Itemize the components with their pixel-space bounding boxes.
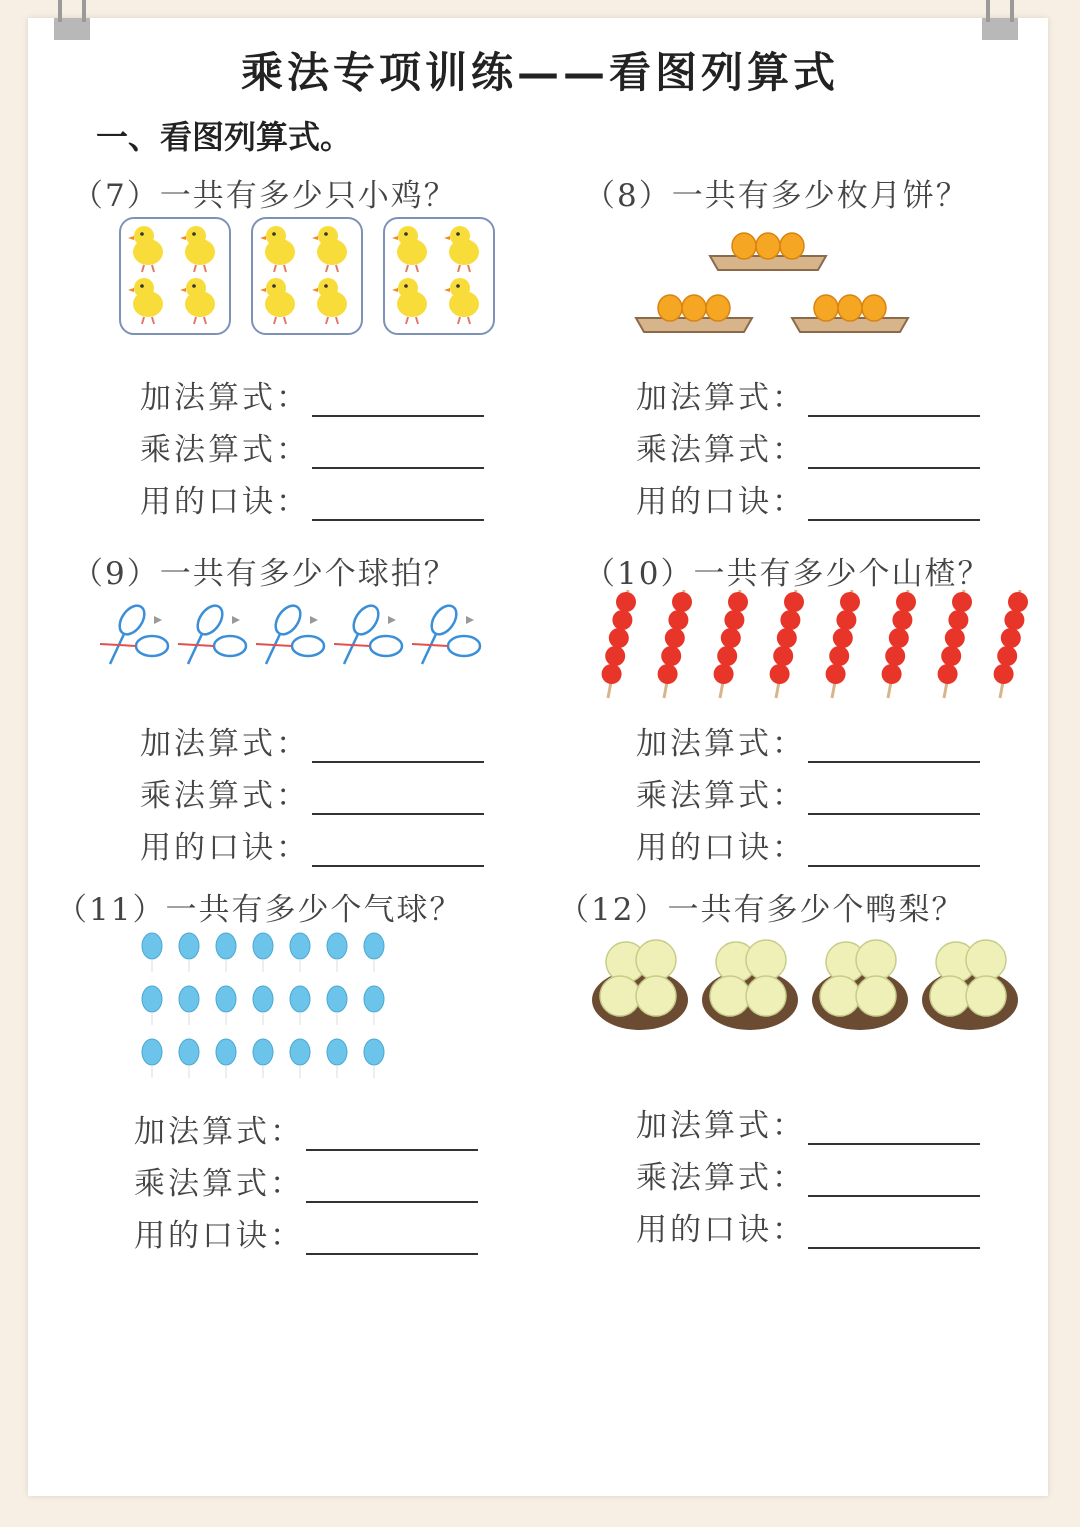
binder-clip-left-icon — [52, 0, 92, 40]
mooncake-plate — [792, 295, 908, 332]
question-8 — [584, 170, 969, 215]
hawthorn-icon — [941, 646, 961, 666]
hawthorn-icon — [945, 628, 965, 648]
pear-icon — [930, 976, 970, 1016]
q7-multiplication-blank[interactable] — [312, 431, 484, 469]
question-number: （9） — [72, 556, 160, 592]
question-9 — [72, 548, 457, 593]
pear-icon — [746, 976, 786, 1016]
racket-icon — [292, 636, 324, 656]
hawthorn-icon — [668, 610, 688, 630]
hawthorn-icon — [784, 592, 804, 612]
hawthorn-stick — [602, 590, 636, 698]
q10-rhyme-blank[interactable] — [808, 829, 980, 867]
hawthorn-icon — [948, 610, 968, 630]
hawthorn-icon — [840, 592, 860, 612]
hawthorn-icon — [658, 664, 678, 684]
balloon-icon — [142, 986, 162, 1012]
hawthorn-icon — [780, 610, 800, 630]
racket-icon — [427, 601, 462, 639]
balloon-icon — [142, 933, 162, 959]
hawthorn-icon — [609, 628, 629, 648]
racket-icon — [136, 636, 168, 656]
q12-rhyme-blank[interactable] — [808, 1211, 980, 1249]
mooncake-icon — [732, 233, 756, 259]
q12-multiplication-blank[interactable] — [808, 1159, 980, 1197]
chick-group-box — [120, 218, 230, 334]
balloon-icon — [216, 933, 236, 959]
hawthorn-icon — [602, 664, 622, 684]
hawthorn-icon — [770, 664, 790, 684]
racket-pair — [256, 601, 324, 664]
mooncakes-picture — [636, 222, 916, 334]
balloon-icon — [290, 986, 310, 1012]
balloon-icon — [216, 1039, 236, 1065]
rhyme-label: 用的口诀： — [134, 1218, 304, 1254]
question-number: （10） — [584, 556, 694, 592]
q9-multiplication-blank[interactable] — [312, 777, 484, 815]
balloons-picture — [136, 928, 406, 1078]
q8-addition-blank[interactable] — [808, 379, 980, 417]
pear-bowl — [812, 940, 908, 1030]
q7-addition-blank[interactable] — [312, 379, 484, 417]
multiplication-label: 乘法算式： — [636, 432, 806, 468]
rhyme-label: 用的口诀： — [636, 1212, 806, 1248]
question-number: （12） — [558, 892, 668, 928]
question-number: （11） — [56, 892, 166, 928]
multiplication-label: 乘法算式： — [134, 1166, 304, 1202]
balloon-icon — [327, 1039, 347, 1065]
racket-icon — [214, 636, 246, 656]
balloon-icon — [253, 1039, 273, 1065]
addition-label: 加法算式： — [636, 726, 806, 762]
balloon-row — [142, 986, 384, 1025]
pear-bowl — [592, 940, 688, 1030]
addition-label: 加法算式： — [140, 380, 310, 416]
q10-rhyme-row — [636, 822, 980, 867]
addition-label: 加法算式： — [636, 380, 806, 416]
mooncake-icon — [756, 233, 780, 259]
mooncake-icon — [814, 295, 838, 321]
pear-icon — [820, 976, 860, 1016]
q9-addition-blank[interactable] — [312, 725, 484, 763]
hawthorn-icon — [616, 592, 636, 612]
q8-multiplication-blank[interactable] — [808, 431, 980, 469]
rhyme-label: 用的口诀： — [140, 830, 310, 866]
pear-icon — [856, 940, 896, 980]
q11-addition-row — [134, 1106, 478, 1151]
hawthorn-icon — [1001, 628, 1021, 648]
hawthorn-icon — [773, 646, 793, 666]
racket-icon — [271, 601, 306, 639]
pear-icon — [636, 976, 676, 1016]
pear-bowl — [702, 940, 798, 1030]
rhyme-label: 用的口诀： — [636, 484, 806, 520]
chicks-picture — [118, 216, 498, 340]
mooncake-icon — [682, 295, 706, 321]
q12-multiplication-row — [636, 1152, 980, 1197]
question-text: 一共有多少只小鸡？ — [159, 178, 457, 214]
page-title: 乘法专项训练——看图列算式 — [240, 48, 839, 97]
pear-icon — [746, 940, 786, 980]
hawthorn-icon — [889, 628, 909, 648]
q12-addition-blank[interactable] — [808, 1107, 980, 1145]
balloon-row — [142, 1039, 384, 1078]
hawthorn-icon — [836, 610, 856, 630]
balloon-icon — [290, 933, 310, 959]
question-number: （8） — [584, 178, 672, 214]
hawthorn-icon — [672, 592, 692, 612]
q11-rhyme-row — [134, 1210, 478, 1255]
pear-icon — [966, 940, 1006, 980]
racket-icon — [349, 601, 384, 639]
q10-multiplication-row — [636, 770, 980, 815]
q10-addition-row — [636, 718, 980, 763]
hawthorn-icon — [1008, 592, 1028, 612]
hawthorn-icon — [724, 610, 744, 630]
mooncake-icon — [862, 295, 886, 321]
question-text: 一共有多少个气球？ — [165, 892, 463, 928]
hawthorn-icon — [826, 664, 846, 684]
addition-label: 加法算式： — [636, 1108, 806, 1144]
addition-label: 加法算式： — [134, 1114, 304, 1150]
hawthorn-stick — [770, 590, 804, 698]
balloon-icon — [364, 1039, 384, 1065]
racket-pair — [334, 601, 402, 664]
hawthorn-icon — [994, 664, 1014, 684]
chick-group-box — [384, 218, 494, 334]
hawthorn-icon — [938, 664, 958, 684]
mooncake-plate — [710, 233, 826, 270]
balloon-icon — [179, 933, 199, 959]
hawthorn-icon — [714, 664, 734, 684]
balloon-icon — [216, 986, 236, 1012]
hawthorns-picture — [596, 584, 1046, 704]
multiplication-label: 乘法算式： — [636, 778, 806, 814]
q11-multiplication-blank[interactable] — [306, 1165, 478, 1203]
q7-rhyme-row — [140, 476, 484, 521]
q7-multiplication-row — [140, 424, 484, 469]
q10-addition-blank[interactable] — [808, 725, 980, 763]
hawthorn-icon — [882, 664, 902, 684]
hawthorn-stick — [882, 590, 916, 698]
question-text: 一共有多少个球拍？ — [159, 556, 457, 592]
q12-rhyme-row — [636, 1204, 980, 1249]
hawthorn-icon — [896, 592, 916, 612]
question-text: 一共有多少枚月饼？ — [671, 178, 969, 214]
q9-multiplication-row — [140, 770, 484, 815]
rhyme-label: 用的口诀： — [140, 484, 310, 520]
section-heading: 一、看图列算式。 — [96, 118, 353, 156]
balloon-icon — [253, 933, 273, 959]
racket-pair — [412, 601, 480, 664]
mooncake-icon — [838, 295, 862, 321]
hawthorn-icon — [777, 628, 797, 648]
hawthorn-stick — [938, 590, 972, 698]
hawthorn-stick — [658, 590, 692, 698]
question-11 — [56, 884, 462, 929]
racket-pair — [178, 601, 246, 664]
q9-addition-row — [140, 718, 484, 763]
pear-icon — [966, 976, 1006, 1016]
hawthorn-icon — [605, 646, 625, 666]
q11-multiplication-row — [134, 1158, 478, 1203]
balloon-icon — [364, 986, 384, 1012]
balloon-icon — [327, 933, 347, 959]
q12-addition-row — [636, 1100, 980, 1145]
binder-clip-right-icon — [980, 0, 1020, 40]
chick-group-box — [252, 218, 362, 334]
hawthorn-icon — [892, 610, 912, 630]
hawthorn-icon — [721, 628, 741, 648]
question-7 — [72, 170, 457, 215]
mooncake-icon — [706, 295, 730, 321]
balloon-icon — [179, 986, 199, 1012]
racket-icon — [448, 636, 480, 656]
pear-bowl — [922, 940, 1018, 1030]
question-text: 一共有多少个山楂？ — [693, 556, 991, 592]
balloon-row — [142, 933, 384, 972]
question-text: 一共有多少个鸭梨？ — [667, 892, 965, 928]
mooncake-plate — [636, 295, 752, 332]
question-number: （7） — [72, 178, 160, 214]
pears-picture — [590, 932, 1030, 1042]
q7-addition-row — [140, 372, 484, 417]
question-12 — [558, 884, 964, 929]
addition-label: 加法算式： — [140, 726, 310, 762]
hawthorn-icon — [885, 646, 905, 666]
rackets-picture — [96, 598, 486, 678]
hawthorn-icon — [612, 610, 632, 630]
balloon-icon — [142, 1039, 162, 1065]
hawthorn-stick — [826, 590, 860, 698]
q11-addition-blank[interactable] — [306, 1113, 478, 1151]
q8-rhyme-blank[interactable] — [808, 483, 980, 521]
hawthorn-icon — [833, 628, 853, 648]
hawthorn-icon — [1004, 610, 1024, 630]
mooncake-icon — [658, 295, 682, 321]
hawthorn-icon — [665, 628, 685, 648]
multiplication-label: 乘法算式： — [140, 432, 310, 468]
balloon-icon — [179, 1039, 199, 1065]
balloon-icon — [327, 986, 347, 1012]
pear-icon — [710, 976, 750, 1016]
balloon-icon — [364, 933, 384, 959]
hawthorn-icon — [717, 646, 737, 666]
q8-rhyme-row — [636, 476, 980, 521]
q8-addition-row — [636, 372, 980, 417]
racket-pair — [100, 601, 168, 664]
racket-icon — [115, 601, 150, 639]
q7-rhyme-blank[interactable] — [312, 483, 484, 521]
hawthorn-stick — [714, 590, 748, 698]
hawthorn-stick — [994, 590, 1028, 698]
q10-multiplication-blank[interactable] — [808, 777, 980, 815]
pear-icon — [856, 976, 896, 1016]
pear-icon — [636, 940, 676, 980]
hawthorn-icon — [661, 646, 681, 666]
q11-rhyme-blank[interactable] — [306, 1217, 478, 1255]
balloon-icon — [290, 1039, 310, 1065]
q9-rhyme-blank[interactable] — [312, 829, 484, 867]
q9-rhyme-row — [140, 822, 484, 867]
rhyme-label: 用的口诀： — [636, 830, 806, 866]
hawthorn-icon — [829, 646, 849, 666]
hawthorn-icon — [728, 592, 748, 612]
q8-multiplication-row — [636, 424, 980, 469]
multiplication-label: 乘法算式： — [140, 778, 310, 814]
hawthorn-icon — [952, 592, 972, 612]
pear-icon — [600, 976, 640, 1016]
multiplication-label: 乘法算式： — [636, 1160, 806, 1196]
balloon-icon — [253, 986, 273, 1012]
racket-icon — [370, 636, 402, 656]
racket-icon — [193, 601, 228, 639]
mooncake-icon — [780, 233, 804, 259]
hawthorn-icon — [997, 646, 1017, 666]
